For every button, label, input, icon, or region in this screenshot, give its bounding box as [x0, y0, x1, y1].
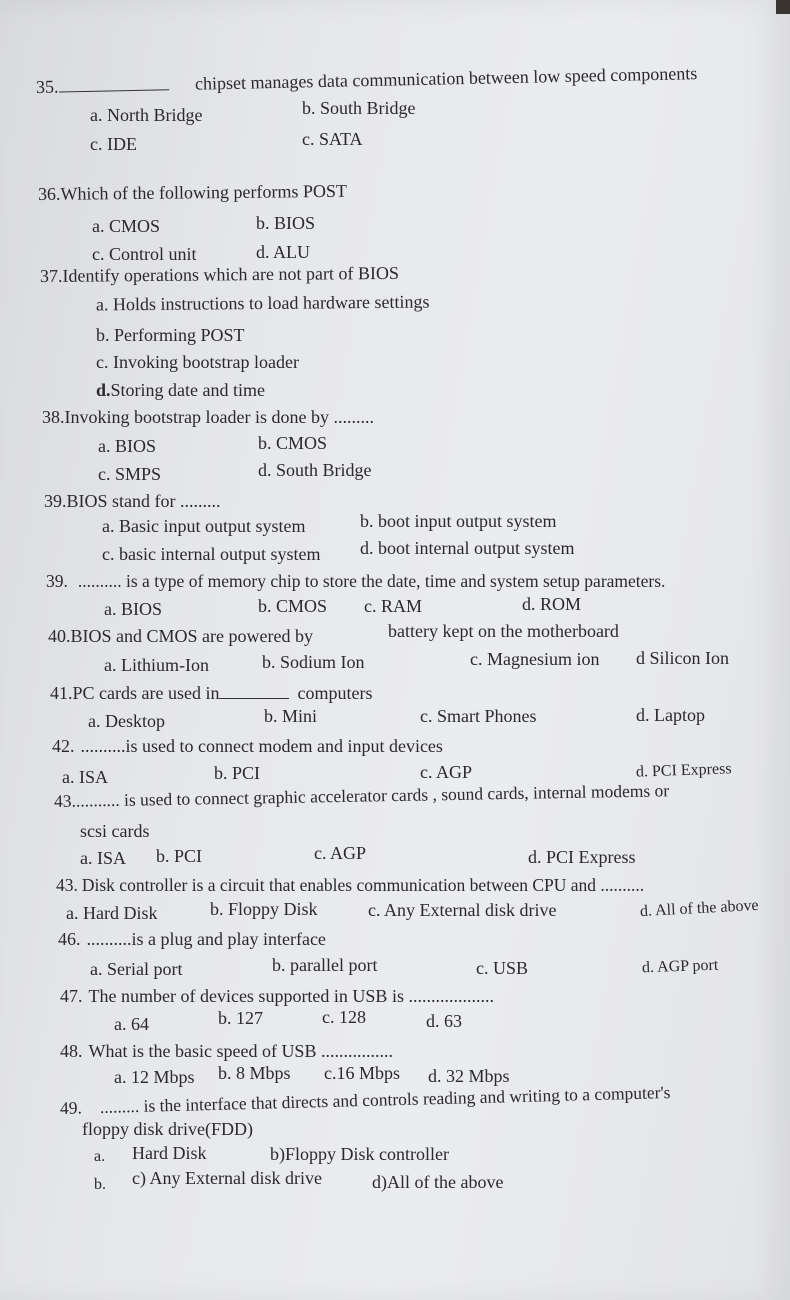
option: b. CMOS: [258, 433, 328, 453]
question-42: [52, 735, 443, 757]
option: b. Floppy Disk: [210, 899, 318, 919]
question-text: .......... is a type of memory chip to store the date, time and system setup parameters.: [77, 571, 666, 591]
option: c. basic internal output system: [102, 544, 321, 564]
option: c. SATA: [302, 129, 363, 149]
question-text: Invoking bootstrap loader is done by .........: [64, 407, 374, 427]
option: b. 127: [218, 1008, 263, 1028]
question-number: 43.: [53, 790, 77, 811]
question-number: 37.: [39, 265, 63, 286]
option: d. ALU: [256, 242, 310, 262]
question-37: [40, 262, 399, 287]
option-text: Storing date and time: [110, 380, 265, 400]
option: b. PCI: [156, 846, 203, 866]
option: b. Sodium Ion: [262, 652, 365, 672]
question-36: [38, 180, 347, 205]
question-text: PC cards are used in: [72, 683, 220, 703]
question-number: 36.: [37, 183, 61, 204]
question-number: 35.: [35, 76, 59, 97]
option: c. Magnesium ion: [470, 649, 600, 669]
question-number: 43.: [56, 875, 78, 895]
question-47: [60, 985, 494, 1007]
question-49-continuation: floppy disk drive(FDD): [82, 1119, 253, 1139]
option: b)Floppy Disk controller: [270, 1144, 449, 1164]
question-number: 48.: [60, 1041, 83, 1061]
option: d. ROM: [522, 594, 582, 614]
option: a. Hard Disk: [66, 903, 158, 923]
question-number: 41.: [50, 683, 73, 703]
option: a. ISA: [62, 767, 108, 787]
option: b. Performing POST: [96, 325, 245, 345]
option-d: [96, 379, 265, 401]
option: a. Desktop: [88, 711, 165, 731]
question-39a: [44, 490, 221, 512]
question-text: What is the basic speed of USB ................: [88, 1041, 393, 1061]
option: d. Laptop: [636, 705, 705, 725]
option: c. 128: [322, 1007, 366, 1027]
option: c. RAM: [364, 596, 422, 616]
option-letter: a.: [94, 1148, 106, 1165]
question-text: chipset manages data communication between low speed components: [194, 63, 698, 94]
option: a. ISA: [80, 848, 126, 868]
question-text: Disk controller is a circuit that enables communication between CPU and ..........: [81, 875, 645, 895]
option: c. USB: [476, 958, 529, 978]
question-number: 49.: [59, 1097, 83, 1118]
question-number: 42.: [52, 736, 75, 756]
option-letter: b.: [94, 1176, 106, 1193]
question-text: Which of the following performs POST: [60, 180, 348, 204]
option: b. boot input output system: [360, 511, 557, 531]
question-41: [50, 682, 372, 704]
question-48: [60, 1040, 393, 1062]
question-43b: [56, 874, 644, 896]
question-number: 46.: [58, 929, 81, 949]
option: a. 12 Mbps: [114, 1067, 195, 1087]
question-43a-continuation: scsi cards: [80, 821, 150, 841]
question-number: 38.: [42, 407, 65, 427]
question-38: [42, 406, 374, 428]
option: d)All of the above: [372, 1172, 504, 1192]
option: a. CMOS: [92, 216, 161, 236]
option: a. BIOS: [98, 436, 156, 456]
option: c. Control unit: [92, 244, 197, 264]
question-text: ..........is used to connect modem and input devices: [80, 736, 443, 756]
option: c. Invoking bootstrap loader: [96, 352, 299, 372]
question-35: [36, 62, 698, 98]
option: d. boot internal output system: [360, 538, 575, 558]
option: c. Any External disk drive: [368, 900, 557, 920]
option: a. 64: [114, 1014, 149, 1034]
option: c. AGP: [314, 843, 367, 863]
option: d. PCI Express: [528, 847, 636, 867]
answer-blank: [58, 75, 168, 92]
option: c) Any External disk drive: [132, 1168, 322, 1188]
question-text: ..........is a plug and play interface: [86, 929, 326, 949]
option: c. AGP: [420, 762, 473, 782]
option: a. BIOS: [104, 599, 162, 619]
question-40-continuation: battery kept on the motherboard: [388, 621, 619, 641]
option: a. Holds instructions to load hardware settings: [95, 291, 430, 315]
question-number: 39.: [44, 491, 67, 511]
option: b. 8 Mbps: [218, 1063, 291, 1083]
option: c. SMPS: [98, 464, 162, 484]
option: b. BIOS: [256, 213, 316, 233]
option: b. parallel port: [272, 955, 378, 975]
question-43a: [54, 779, 670, 812]
question-text: .......... is used to connect graphic accelerator cards , sound cards, internal modems or: [75, 780, 670, 811]
question-number: 39.: [46, 571, 68, 591]
option: a. Lithium-Ion: [104, 655, 209, 675]
option: b. South Bridge: [302, 98, 416, 118]
option: d. 63: [426, 1011, 462, 1031]
option: b. PCI: [214, 763, 261, 783]
question-46: [58, 928, 326, 950]
option: c. Smart Phones: [420, 706, 537, 726]
option: d Silicon Ion: [636, 648, 729, 668]
option: d. PCI Express: [635, 760, 732, 781]
question-number: 40.: [48, 626, 71, 646]
option: c.16 Mbps: [324, 1063, 400, 1083]
option: d. AGP port: [641, 956, 719, 977]
question-number: 47.: [60, 986, 83, 1006]
option: b. CMOS: [258, 596, 328, 616]
option: d. 32 Mbps: [428, 1066, 510, 1086]
option: b. Mini: [264, 706, 318, 726]
question-text: ......... is the interface that directs and controls reading and writing to a computer's: [99, 1082, 671, 1117]
question-39b: [46, 570, 665, 592]
answer-blank: [219, 684, 289, 699]
question-text: Identify operations which are not part of BIOS: [62, 262, 399, 286]
option: d. South Bridge: [258, 460, 372, 480]
option: c. IDE: [90, 134, 137, 154]
option: Hard Disk: [132, 1143, 207, 1163]
option: a. Serial port: [90, 959, 183, 979]
question-text: BIOS stand for .........: [66, 491, 221, 511]
option: a. North Bridge: [90, 105, 203, 125]
page-corner: [776, 0, 790, 14]
option: d. All of the above: [639, 896, 759, 921]
question-text: The number of devices supported in USB is ...................: [88, 986, 494, 1006]
question-text-end: computers: [297, 683, 373, 703]
question-text: BIOS and CMOS are powered by: [70, 626, 313, 646]
option-letter: d.: [96, 380, 111, 400]
option: a. Basic input output system: [102, 516, 306, 536]
question-40: [48, 625, 313, 647]
